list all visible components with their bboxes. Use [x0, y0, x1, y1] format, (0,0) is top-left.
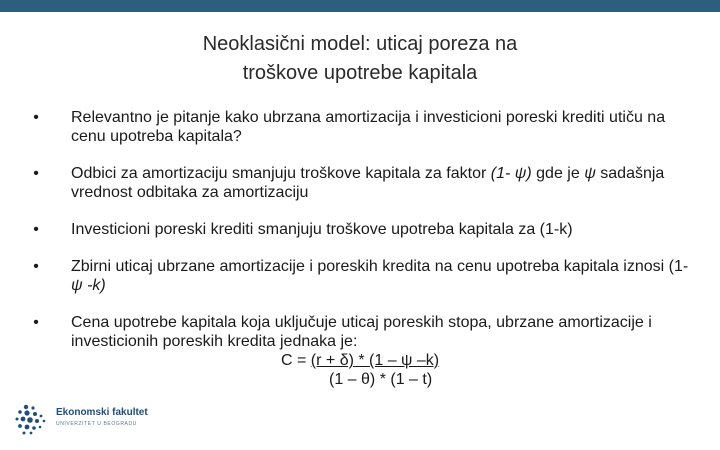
logo-subtitle: UNIVERZITET U BEOGRADU [56, 421, 137, 427]
formula-numerator-line [281, 351, 690, 370]
bullet-text: Cena upotrebe kapitala koja uključuje uticaj poreskih stopa, ubrzane amortizacije i investicionih poreskih kredita jednaka je: [71, 314, 652, 350]
bullet-text: sadašnja vrednost odbitaka za amortizaciju [71, 165, 665, 201]
slide-title-line-2: troškove upotrebe kapitala [242, 62, 478, 84]
bullet-item [30, 164, 690, 202]
bullet-item [30, 220, 690, 239]
bullet-text: Investicioni poreski krediti smanjuju troškove upotreba kapitala za (1-k) [71, 221, 573, 238]
bullet-icon: • [33, 109, 39, 126]
formula-denominator: (1 – θ) * (1 – t) [329, 371, 433, 388]
top-accent-bar [0, 0, 720, 12]
bullet-list [30, 108, 690, 389]
logo-mark-icon [14, 404, 48, 436]
bullet-text: Relevantno je pitanje kako ubrzana amortizacija i investicioni poreski krediti utiču na cenu upotreba kapitala? [71, 109, 666, 145]
logo-name: Ekonomski fakultet [56, 407, 148, 418]
bullet-icon: • [33, 258, 39, 275]
bullet-text: Zbirni uticaj ubrzane amortizacije i poreskih kredita na cenu upotreba kapitala iznosi (1- [71, 258, 689, 275]
bullet-item [30, 108, 690, 146]
formula-prefix: C = [281, 352, 311, 369]
bullet-icon: • [33, 314, 39, 331]
bullet-icon: • [33, 221, 39, 238]
bullet-text: Odbici za amortizaciju smanjuju troškove kapitala za faktor [71, 165, 491, 182]
psi-symbol: ψ [584, 165, 596, 182]
slide-title [60, 30, 660, 88]
bullet-icon: • [33, 165, 39, 182]
slide-title-line-1: Neoklasični model: uticaj poreza na [202, 33, 518, 55]
bullet-item [30, 313, 690, 389]
formula-numerator: (r + δ) * (1 – ψ –k) [310, 352, 440, 369]
combined-factor-expression: ψ -k) [71, 277, 106, 294]
bullet-text: gde je [531, 165, 585, 182]
factor-expression: (1- ψ) [490, 165, 532, 182]
bullet-item [30, 257, 690, 295]
